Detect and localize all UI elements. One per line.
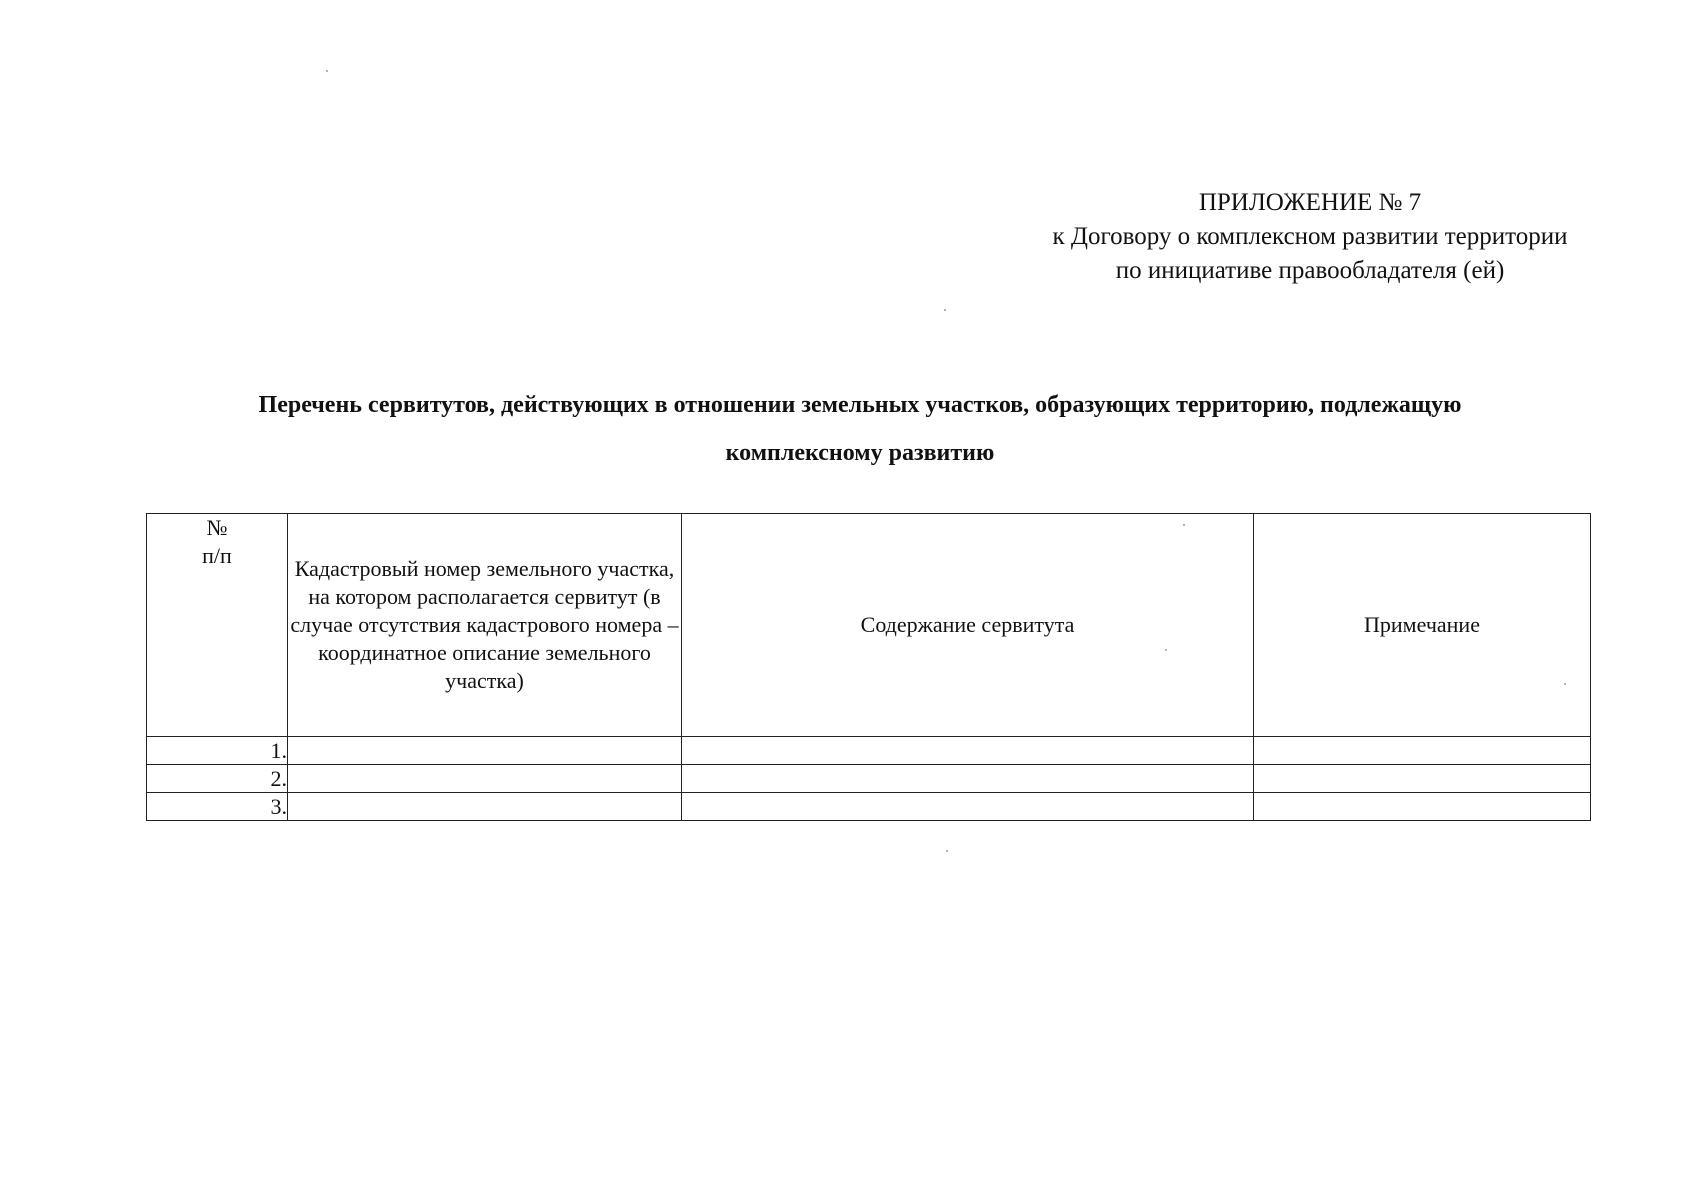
note-cell xyxy=(1254,765,1591,793)
table-header-row xyxy=(147,514,1591,737)
table-row xyxy=(147,737,1591,765)
appendix-header xyxy=(1000,186,1620,288)
scan-speck xyxy=(944,309,946,311)
header-servitude-content: Содержание сервитута xyxy=(682,514,1254,737)
header-number-sign: № xyxy=(206,515,228,540)
scan-speck xyxy=(946,850,948,852)
servitudes-table xyxy=(146,513,1591,821)
header-number-pp: п/п xyxy=(202,543,232,568)
header-number xyxy=(147,514,288,737)
cadastral-cell xyxy=(288,737,682,765)
scan-speck xyxy=(326,70,328,72)
row-number: 3. xyxy=(147,793,288,821)
row-number: 1. xyxy=(147,737,288,765)
appendix-initiative: по инициативе правообладателя (ей) xyxy=(1115,257,1505,284)
header-cadastral-number: Кадастровый номер земельного участка, на котором располагается сервитут (в случае отсутствия кадастрового номера – координатное описание земельного участка) xyxy=(288,514,682,737)
note-cell xyxy=(1254,793,1591,821)
content-cell xyxy=(682,737,1254,765)
content-cell xyxy=(682,793,1254,821)
header-note: Примечание xyxy=(1254,514,1591,737)
cadastral-cell xyxy=(288,765,682,793)
table-row xyxy=(147,765,1591,793)
document-title xyxy=(120,381,1600,477)
document-title-line-2: комплексному развитию xyxy=(725,440,995,466)
cadastral-cell xyxy=(288,793,682,821)
note-cell xyxy=(1254,737,1591,765)
document-title-line-1: Перечень сервитутов, действующих в отношении земельных участков, образующих территорию, подлежащую xyxy=(258,392,1462,418)
appendix-contract-ref: к Договору о комплексном развитии территории xyxy=(1052,223,1568,250)
scan-speck xyxy=(1564,683,1566,685)
content-cell xyxy=(682,765,1254,793)
scan-speck xyxy=(1183,524,1185,526)
row-number: 2. xyxy=(147,765,288,793)
scan-speck xyxy=(1165,649,1167,651)
appendix-number: ПРИЛОЖЕНИЕ № 7 xyxy=(1198,189,1422,216)
table-row xyxy=(147,793,1591,821)
